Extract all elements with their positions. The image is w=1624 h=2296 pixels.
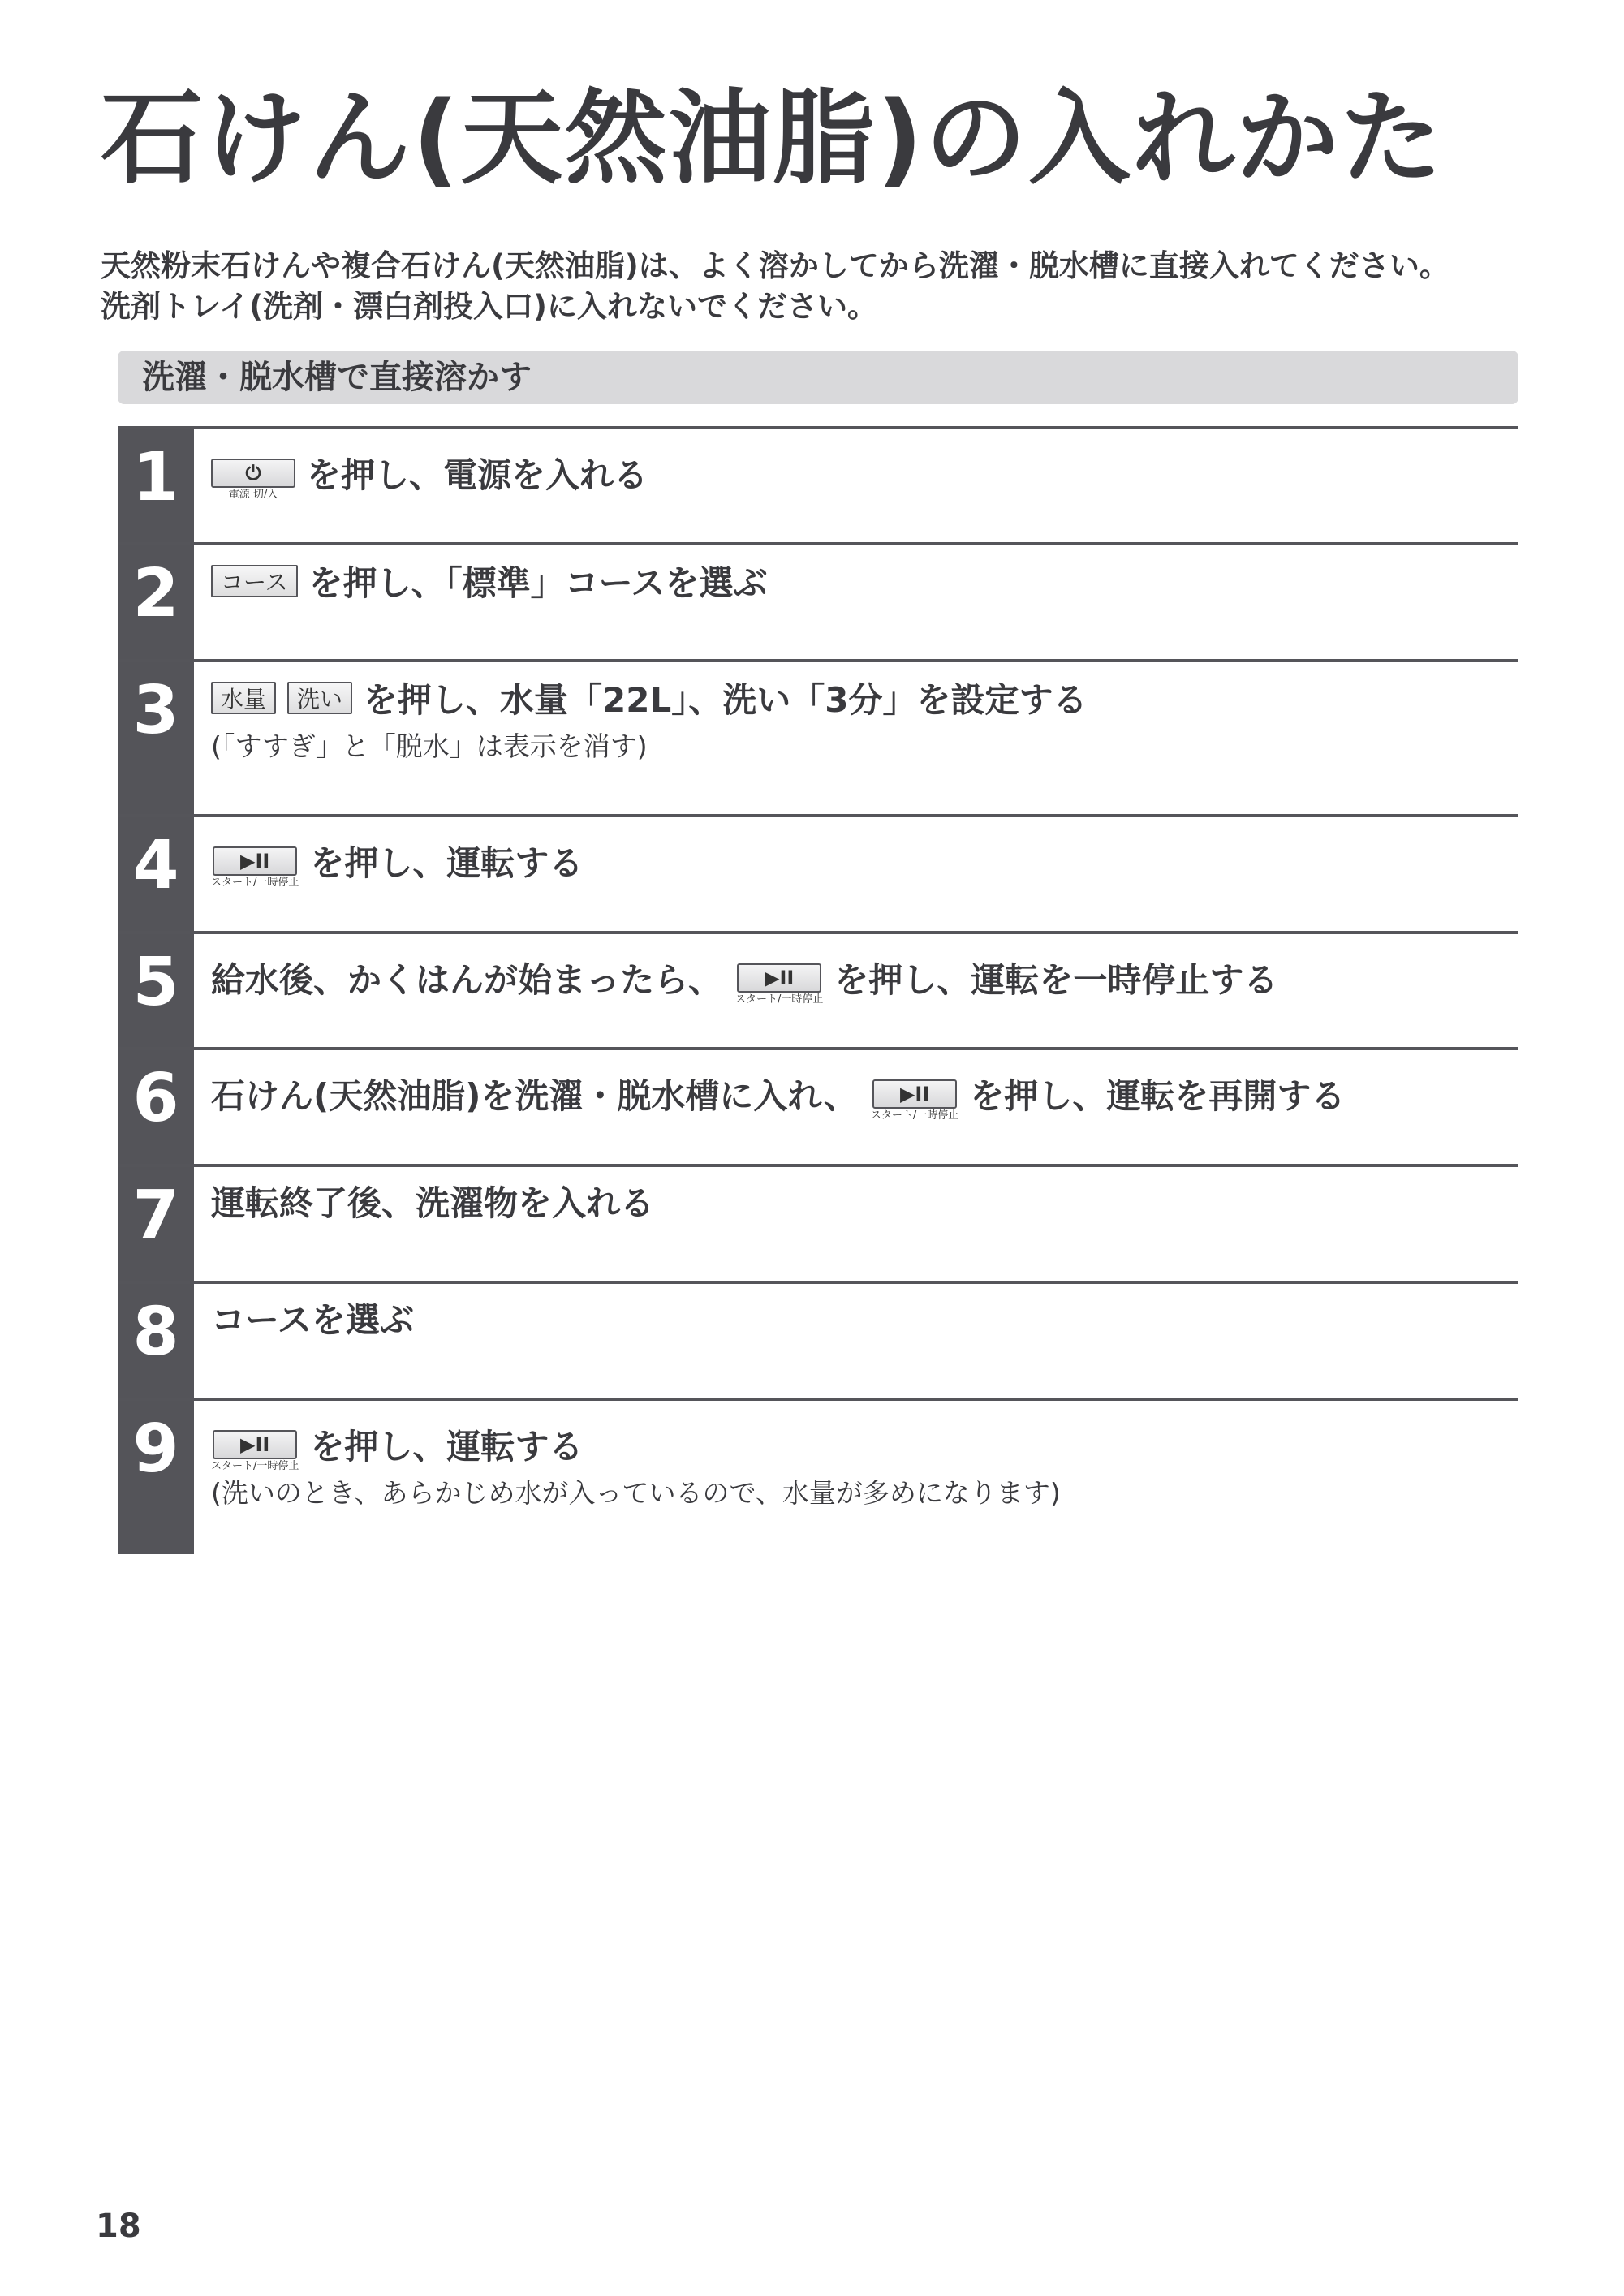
step-1 (118, 426, 1518, 544)
step-number: 6 (118, 1050, 194, 1165)
step-number: 9 (118, 1401, 194, 1554)
start-pause-caption: スタート/一時停止 (735, 993, 824, 1006)
water-level-button: 水量 (211, 682, 276, 714)
step-text: を押し、水量「22L」、洗い「3分」を設定する (364, 680, 1088, 720)
intro-line-2: 洗剤トレイ(洗剤・漂白剤投入口)に入れないでください。 (101, 289, 877, 324)
step-number: 8 (118, 1284, 194, 1398)
step-8 (118, 1281, 1518, 1398)
step-3 (118, 659, 1518, 816)
wash-button: 洗い (287, 682, 352, 714)
step-7 (118, 1164, 1518, 1282)
page-title: 石けん(天然油脂)の入れかた (101, 79, 1445, 198)
start-pause-button (871, 1079, 958, 1122)
step-note: (洗いのとき、あらかじめ水が入っているので、水量が多めになります) (211, 1477, 1061, 1509)
play-pause-icon: ▶II (213, 1430, 297, 1459)
step-text-before: 石けん(天然油脂)を洗濯・脱水槽に入れ、 (211, 1076, 858, 1116)
step-text: を押し、「標準」コースを選ぶ (308, 563, 768, 603)
start-pause-button (211, 1430, 299, 1472)
start-pause-caption: スタート/一時停止 (211, 877, 299, 889)
intro-line-1: 天然粉末石けんや複合石けん(天然油脂)は、よく溶かしてから洗濯・脱水槽に直接入れてください。 (101, 248, 1450, 283)
step-text: を押し、運転する (310, 1427, 584, 1467)
power-button (211, 459, 295, 501)
start-pause-button (211, 846, 299, 889)
step-4 (118, 814, 1518, 932)
section-title: 洗濯・脱水槽で直接溶かす (118, 351, 1518, 404)
intro-text (101, 246, 1545, 327)
step-2 (118, 542, 1518, 660)
step-5 (118, 931, 1518, 1049)
page-number: 18 (96, 2208, 141, 2245)
step-number: 3 (118, 662, 194, 816)
course-button: コース (211, 565, 298, 597)
step-number: 2 (118, 545, 194, 660)
power-button-caption: 電源 切/入 (228, 489, 278, 501)
start-pause-caption: スタート/一時停止 (870, 1109, 959, 1122)
step-number: 5 (118, 934, 194, 1049)
step-text: コースを選ぶ (211, 1300, 414, 1340)
power-icon: ⏻ (211, 459, 295, 488)
step-text: を押し、運転する (310, 843, 584, 883)
step-number: 1 (118, 429, 194, 544)
step-number: 7 (118, 1167, 194, 1282)
play-pause-icon: ▶II (737, 963, 821, 993)
step-text: を押し、電源を入れる (307, 455, 648, 495)
play-pause-icon: ▶II (213, 846, 297, 876)
start-pause-button (735, 963, 823, 1006)
step-note: (「すすぎ」と「脱水」は表示を消す) (211, 730, 648, 762)
step-number: 4 (118, 817, 194, 932)
step-text-before: 給水後、かくはんが始まったら、 (211, 960, 723, 1000)
start-pause-caption: スタート/一時停止 (211, 1460, 299, 1472)
step-text: を押し、運転を再開する (970, 1076, 1346, 1116)
play-pause-icon: ▶II (872, 1079, 957, 1109)
step-text: 運転終了後、洗濯物を入れる (211, 1183, 655, 1223)
step-text: を押し、運転を一時停止する (834, 960, 1278, 1000)
step-9 (118, 1398, 1518, 1554)
step-6 (118, 1047, 1518, 1165)
